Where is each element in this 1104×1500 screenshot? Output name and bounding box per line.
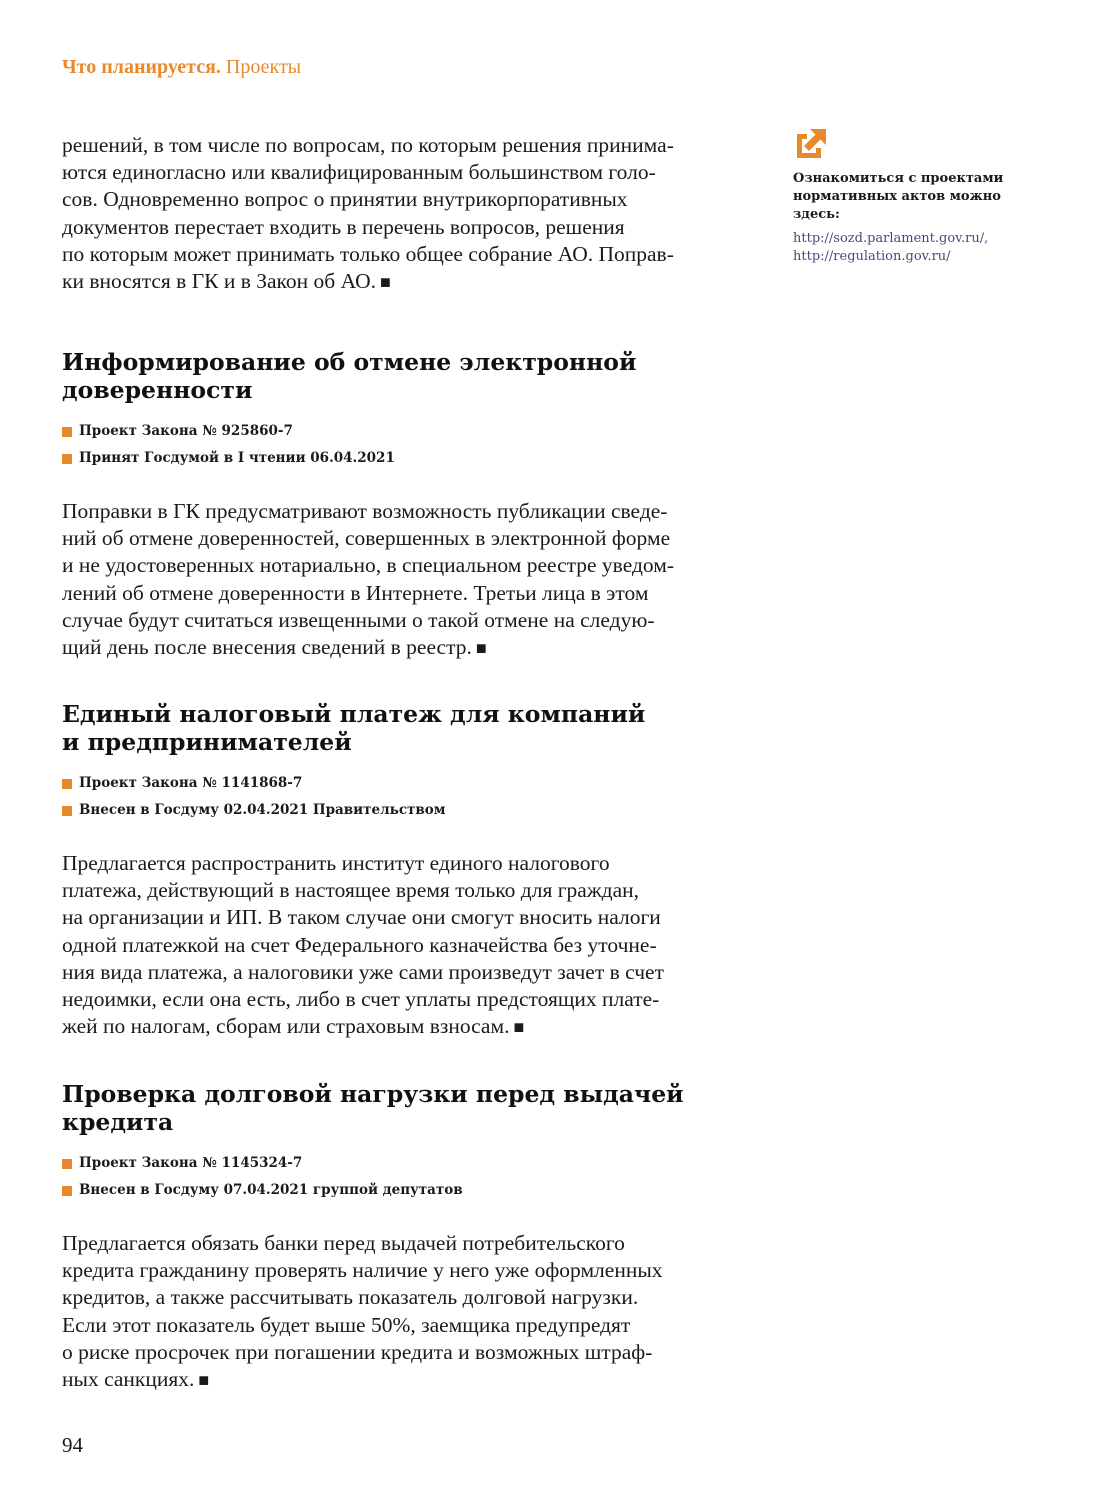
header-section-rest: Проекты [225,56,302,78]
bullet-square-icon [62,779,72,789]
end-mark: ■ [513,1017,525,1038]
intro-paragraph [62,132,742,296]
bullet-square-icon [62,427,72,437]
intro-line: ются единогласно или квалифицированным большинством голо- [62,160,656,185]
section-electronic-power-of-attorney [62,348,742,662]
external-link-icon [793,126,829,162]
regulation-link[interactable]: http://regulation.gov.ru/ [793,249,951,264]
running-header [62,54,301,80]
bill-meta-item: Проект Закона № 1141868-7 [62,770,742,797]
bill-meta-list [62,770,742,824]
bullet-square-icon [62,454,72,464]
section-title: Проверка долговой нагрузки перед выдачей кредита [62,1080,684,1136]
bill-meta-item: Принят Госдумой в I чтении 06.04.2021 [62,445,742,472]
section-debt-load-check [62,1080,742,1394]
bullet-square-icon [62,1186,72,1196]
intro-line: сов. Одновременно вопрос о принятии внутрикорпоративных [62,187,628,212]
sidebar-title: Ознакомиться с проектами нормативных актов можно здесь: [793,171,1004,222]
bill-meta-list [62,1150,742,1204]
section-title: Информирование об отмене электронной доверенности [62,348,637,404]
section-body: Поправки в ГК предусматривают возможность публикации сведе- ний об отмене доверенностей, совершенных в электронной форме и не удостоверенных нотариально, в специальном реестре уведом- лений об отмене доверенности в Интернете. Третьи лица в этом случае будут считаться извещенными о такой отмене на следую- щий день после внесения сведений в реестр. ■ [62,499,675,660]
section-title: Единый налоговый платеж для компаний и предпринимателей [62,700,646,756]
page-number: 94 [62,1433,83,1457]
end-mark: ■ [475,638,487,659]
bill-meta-item: Проект Закона № 925860-7 [62,418,742,445]
bill-meta-list [62,418,742,472]
intro-line: решений, в том числе по вопросам, по которым решения принима- [62,133,674,157]
end-mark: ■ [198,1370,210,1391]
bullet-square-icon [62,1159,72,1169]
header-section-bold: Что планируется. [62,56,221,78]
sidebar-note [793,126,1053,266]
section-body: Предлагается обязать банки перед выдачей потребительского кредита гражданину проверять наличие у него уже оформленных кредитов, а также рассчитывать показатель долговой нагрузки. Если этот показатель будет выше 50%, заемщика предупредят о риске просрочек при погашении кредита и возможных штраф- ных санкциях. ■ [62,1231,663,1392]
bill-meta-item: Проект Закона № 1145324-7 [62,1150,742,1177]
intro-line: по которым может принимать только общее собрание АО. Поправ- [62,241,674,266]
bill-meta-item: Внесен в Госдуму 02.04.2021 Правительством [62,797,742,824]
bullet-square-icon [62,806,72,816]
intro-line: ки вносятся в ГК и в Закон об АО. [62,269,376,294]
sozd-link[interactable]: http://sozd.parlament.gov.ru/, [793,231,989,246]
end-mark: ■ [379,272,391,293]
section-unified-tax-payment [62,700,742,1041]
intro-line: документов перестает входить в перечень вопросов, решения [62,214,625,239]
section-body: Предлагается распространить институт единого налогового платежа, действующий в настоящее время только для граждан, на организации и ИП. В таком случае они смогут вносить налоги одной платежкой на счет Федерального казначейства без уточне- ния вида платежа, а налоговики уже сами произведут зачет в счет недоимки, если она есть, либо в счет уплаты предстоящих плате- жей по налогам, сборам или страховым взносам. ■ [62,851,664,1039]
bill-meta-item: Внесен в Госдуму 07.04.2021 группой депутатов [62,1177,742,1204]
